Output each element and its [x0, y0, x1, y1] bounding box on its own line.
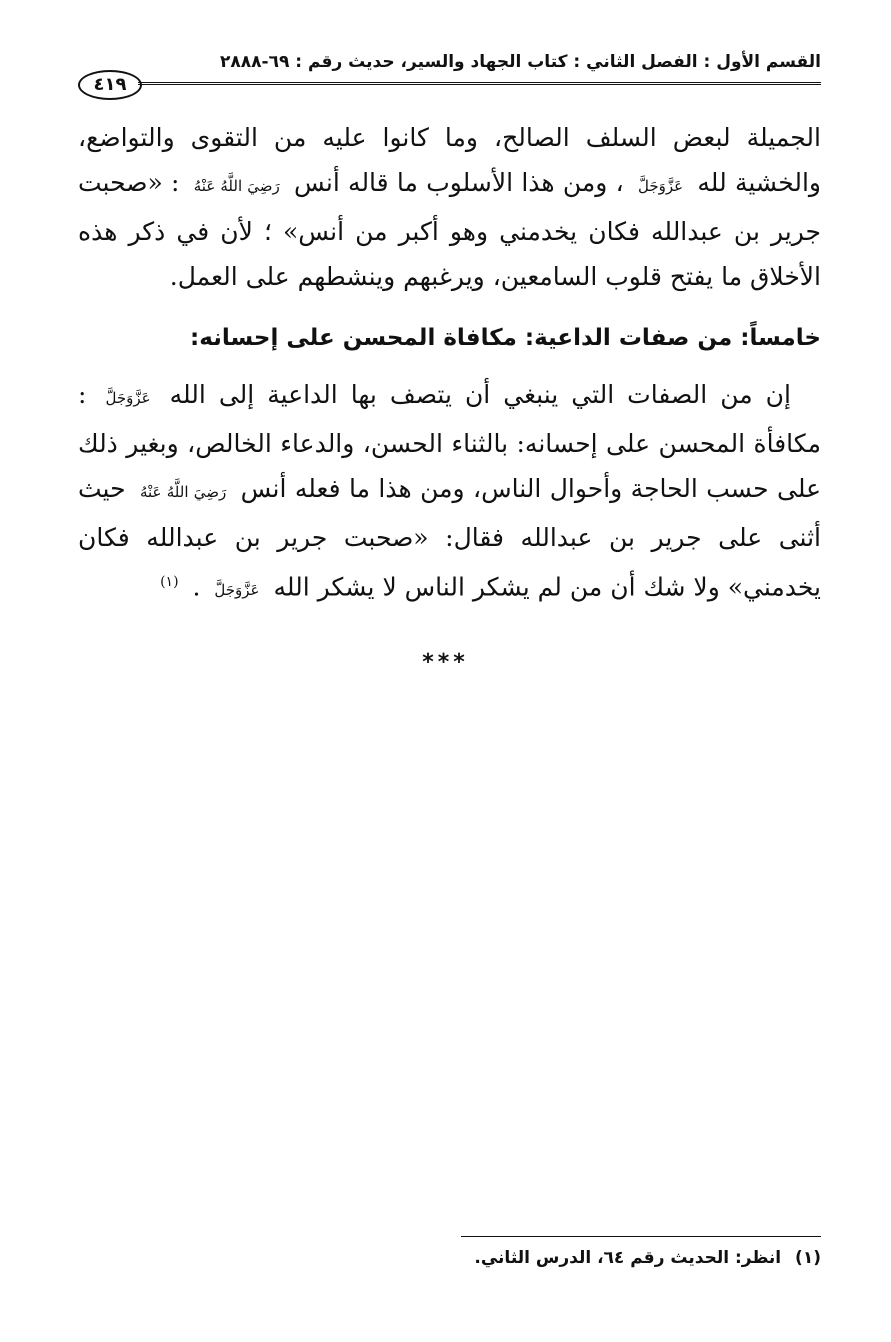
footnote-text: انظر: الحديث رقم ٦٤، الدرس الثاني. [474, 1248, 782, 1268]
paragraph-1 [78, 115, 821, 299]
header-rule [138, 82, 821, 87]
section-separator: *** [422, 650, 469, 675]
paragraph-1-text-a: الجميلة لبعض السلف الصالح، وما كانوا عليه من التقوى والتواضع، والخشية لله [78, 123, 821, 197]
section-heading: خامساً: من صفات الداعية: مكافاة المحسن على إحسانه: [190, 325, 821, 351]
paragraph-2-text-a: إن من الصفات التي ينبغي أن يتصف بها الداعية إلى الله [169, 380, 791, 409]
honorific-glyph: رَضِيَ اللَّهُ عَنْهُ [193, 177, 280, 195]
paragraph-1-text-c: : «صحبت جرير بن عبدالله فكان يخدمني وهو أكبر من أنس» ؛ لأن في ذكر هذه الأخلاق ما يفتح قلوب السامعين، ويرغبهم وينشطهم على العمل. [78, 168, 821, 291]
paragraph-2 [78, 372, 821, 613]
paragraph-2-text-b: : مكافأة المحسن على إحسانه: بالثناء الحسن، والدعاء الخالص، وبغير ذلك على حسب الحاجة وأحوال الناس، ومن هذا ما فعله أنس [78, 380, 822, 503]
footnote-number: (١) [795, 1248, 821, 1268]
honorific-glyph: عَزَّوَجَلَّ [638, 177, 684, 195]
footnote-reference[interactable]: (١) [160, 574, 179, 590]
footnote-rule [461, 1236, 821, 1237]
honorific-glyph: عَزَّوَجَلَّ [214, 581, 260, 600]
footnote [78, 1245, 821, 1271]
paragraph-2-text-c: حيث أثنى على جرير بن عبدالله فقال: «صحبت جرير بن عبدالله فكان يخدمني» ولا شك أن من لم يشكر الناس لا يشكر الله [78, 474, 821, 602]
honorific-glyph: رَضِيَ اللَّهُ عَنْهُ [139, 483, 227, 501]
paragraph-2-text-d: . [192, 572, 201, 602]
page-number: ٤١٩ [78, 70, 142, 100]
running-header: القسم الأول : الفصل الثاني : كتاب الجهاد والسير، حديث رقم : ٦٩-٢٨٨٨ [220, 52, 821, 72]
honorific-glyph: عَزَّوَجَلَّ [105, 389, 151, 407]
paragraph-1-text-b: ، ومن هذا الأسلوب ما قاله أنس [293, 168, 624, 197]
